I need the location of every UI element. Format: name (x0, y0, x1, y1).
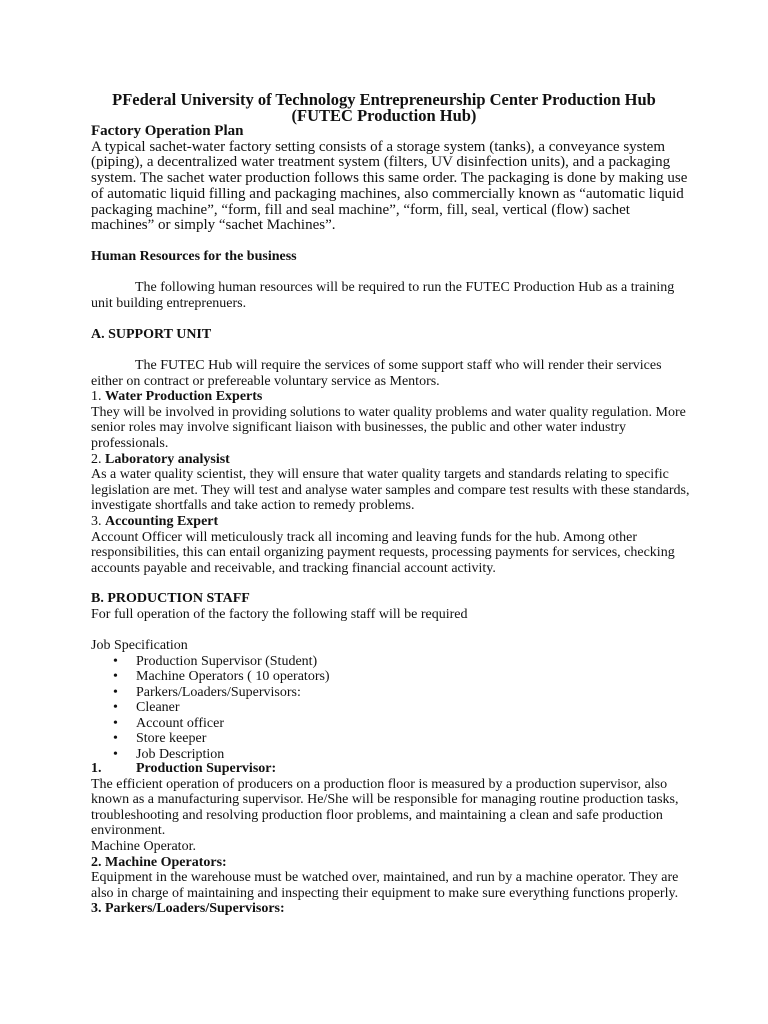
production-heading: B. PRODUCTION STAFF (91, 591, 250, 606)
support-item-1-title: Water Production Experts (105, 389, 263, 405)
hr-body: The following human resources will be required to run the FUTEC Production Hub as a training unit building entreprenuers. (91, 280, 675, 311)
bullet-icon: • (113, 715, 118, 731)
list-item (91, 747, 691, 763)
machine-operators-body: Equipment in the warehouse must be watched over, maintained, and run by a machine operator. They are also in charge of maintaining and inspecting their equipment to make sure everything functions properly. (91, 870, 679, 901)
list-item (91, 731, 691, 747)
hr-heading: Human Resources for the business (91, 249, 297, 264)
list-item-text: Parkers/Loaders/Supervisors: (136, 684, 301, 700)
list-item-text: Machine Operators ( 10 operators) (136, 669, 330, 685)
job-spec-label: Job Specification (91, 638, 188, 653)
list-item (91, 716, 691, 732)
production-supervisor-heading (91, 761, 691, 777)
machine-operator-note: Machine Operator. (91, 838, 196, 854)
parkers-loaders-heading: 3. Parkers/Loaders/Supervisors: (91, 901, 285, 917)
list-item-text: Cleaner (136, 700, 180, 716)
production-supervisor-title: Production Supervisor: (136, 761, 277, 776)
document-title (70, 92, 698, 124)
bullet-icon: • (113, 653, 118, 669)
production-intro: For full operation of the factory the following staff will be required (91, 606, 468, 622)
support-item-1-num: 1. (91, 389, 102, 405)
job-description-section (91, 761, 691, 917)
job-spec-section (91, 638, 691, 762)
plan-section (91, 124, 691, 234)
production-supervisor-num: 1. (91, 761, 102, 776)
production-section (91, 591, 691, 622)
support-item-3-title: Accounting Expert (105, 513, 219, 529)
list-item-text: Store keeper (136, 731, 207, 747)
machine-operators-heading: 2. Machine Operators: (91, 854, 227, 870)
list-item-text: Production Supervisor (Student) (136, 653, 318, 669)
support-item-2-num: 2. (91, 451, 102, 467)
support-item-2-title: Laboratory analysist (105, 451, 230, 467)
bullet-icon: • (113, 684, 118, 700)
plan-heading: Factory Operation Plan (91, 123, 244, 139)
support-item-2-body: As a water quality scientist, they will ensure that water quality targets and standards relating to specific legislation are met. They will test and analyse water samples and compare test results with these standards, investigate shortfalls and take action to remedy problems. (91, 467, 690, 514)
plan-body: A typical sachet-water factory setting consists of a storage system (tanks), a conveyance system (piping), a decentralized water treatment system (filters, UV disinfection units), and a packaging system. The sachet water production follows this same order. The packaging is done by making use of automatic liquid filling and packaging machines, also commercially known as “automatic liquid packaging machine”, “form, fill and seal machine”, “form, fill, seal, vertical (flow) sachet machines” or simply “sachet Machines”. (91, 138, 688, 234)
bullet-icon: • (113, 731, 118, 747)
support-body: The FUTEC Hub will require the services of some support staff who will render their services either on contract or prefereable voluntary service as Mentors. (91, 358, 662, 389)
list-item (91, 700, 691, 716)
list-item-text: Account officer (136, 715, 224, 731)
title-line-1: PFederal University of Technology Entrepreneurship Center Production Hub (112, 90, 656, 109)
support-heading: A. SUPPORT UNIT (91, 327, 212, 342)
production-supervisor-body: The efficient operation of producers on a production floor is measured by a production supervisor, also known as a manufacturing supervisor. He/She will be responsible for managing routine production tasks, troubleshooting and resolving production floor problems, and maintaining a clean and safe production environment. (91, 776, 679, 839)
support-item-3-body: Account Officer will meticulously track all incoming and leaving funds for the hub. Among other responsibilities, this can entail organizing payment requests, processing payments for services, checking accounts payable and receivable, and tracking financial account activity. (91, 529, 675, 576)
list-item (91, 654, 691, 670)
support-item-1-body: They will be involved in providing solutions to water quality problems and water quality regulation. More senior roles may involve significant liaison with businesses, the public and other water industry professionals. (91, 404, 686, 451)
list-item (91, 669, 691, 685)
bullet-icon: • (113, 669, 118, 685)
list-item (91, 685, 691, 701)
list-item-text: Job Description (136, 746, 225, 762)
support-item-1-heading (91, 389, 691, 405)
support-section (91, 358, 691, 576)
support-item-3-num: 3. (91, 513, 102, 529)
support-item-2-heading (91, 452, 691, 468)
bullet-icon: • (113, 700, 118, 716)
title-line-2: (FUTEC Production Hub) (291, 106, 477, 125)
bullet-icon: • (113, 746, 118, 762)
job-spec-list (91, 654, 691, 763)
support-item-3-heading (91, 514, 691, 530)
